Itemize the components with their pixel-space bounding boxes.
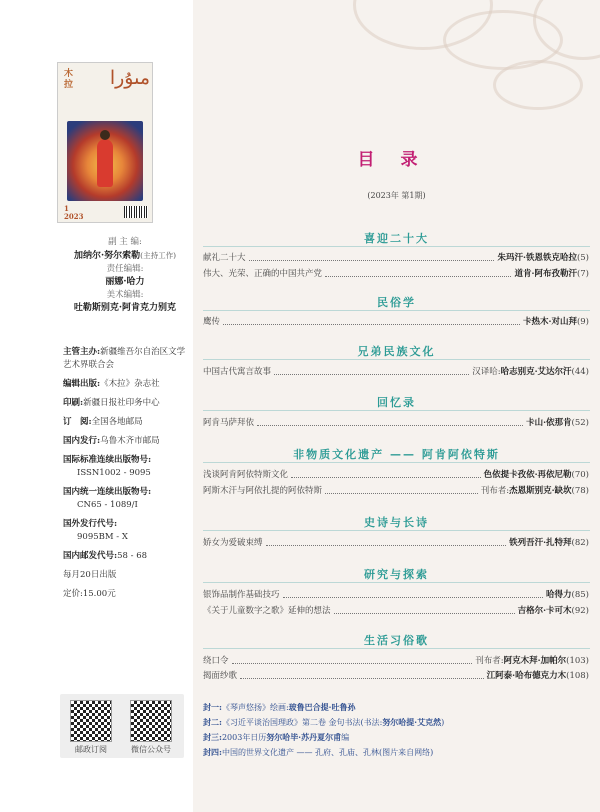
barcode-icon [124,206,148,218]
dot-leader [249,260,495,261]
editor-name: 丽娜·哈力 [105,277,145,287]
entry-page: (70) [571,470,589,480]
cover-credits [203,700,593,760]
toc-entry[interactable] [203,366,589,378]
entry-title: 揭面纱歌 [203,671,238,681]
imprint-info [63,346,187,607]
imprint-domestic-distribution: 国内发行:乌鲁木齐市邮局 [63,436,160,446]
entry-author-prefix: 汉译哈: [472,367,501,377]
section-divider [203,246,590,247]
imprint-printer: 印刷:新疆日报社印务中心 [63,398,160,408]
entry-title: 伟大、光荣、正确的中国共产党 [203,269,323,279]
toc-entry[interactable] [203,268,589,280]
entry-title: 《关于儿童数字之歌》延伸的想法 [203,606,331,616]
entry-title: 鹰传 [203,317,221,327]
section-divider [203,462,590,463]
entry-page: (82) [571,538,589,548]
dot-leader [334,613,515,614]
entry-author: 阿克木拜·加帕尔 [503,656,567,666]
dot-leader [325,276,511,277]
entry-page: (108) [566,671,589,681]
cover-issue [64,205,83,221]
entry-author: 哈志别克·艾达尔汗 [500,367,572,377]
dot-leader [232,663,473,664]
entry-author: 江阿泰·哈布德克力木 [486,671,567,681]
dot-leader [283,597,544,598]
dot-leader [240,678,484,679]
toc-entry[interactable] [203,655,589,667]
entry-title: 娇女为爱破束缚 [203,538,263,548]
section-divider [203,582,590,583]
toc-entry[interactable] [203,537,589,549]
entry-page: (103) [566,656,589,666]
section-heading: 兄弟民族文化 [357,345,436,358]
toc-entry[interactable] [203,589,589,601]
section-heading: 回忆录 [377,396,416,409]
entry-author: 卡山·依那肯 [526,418,572,428]
cover-masthead-ug: مىۇرا [109,67,150,89]
section-heading: 史诗与长诗 [364,516,429,529]
entry-page: (9) [576,317,589,327]
section-heading: 非物质文化遗产 —— 阿肯阿依特斯 [293,448,500,461]
entry-page: (44) [571,367,589,377]
imprint-issn: 国际标准连续出版物号: ISSN1002 - 9095 [63,455,152,478]
dot-leader [291,477,481,478]
toc-entry[interactable] [203,252,589,264]
toc-title: 目 录 [357,150,428,170]
imprint-cn: 国内统一连续出版物号: CN65 - 1089/I [63,487,152,510]
section-divider [203,410,590,411]
toc-entry[interactable] [203,670,589,682]
section-heading: 研究与探索 [364,568,429,581]
entry-author-prefix: 刊布者: [475,656,504,666]
cover-issue-number: 1 [64,204,69,213]
section-divider [203,648,590,649]
cover-note: 封四:中国的世界文化遗产 —— 孔府、孔庙、孔林(图片来自网络) [203,747,434,757]
toc-entry[interactable] [203,316,589,328]
entry-title: 绕口令 [203,656,229,666]
entry-page: (7) [576,269,589,279]
entry-author: 吉格尔·卡可木 [517,606,572,616]
entry-author-prefix: 刊布者: [480,486,510,496]
entry-title: 银饰品制作基础技巧 [203,590,280,600]
entry-author: 卡热木·对山拜 [522,317,577,327]
postal-subscription-qr-icon[interactable] [70,700,112,742]
cover-note: 封一:《琴声悠扬》绘画:玻鲁巴合提·吐鲁孙 [203,702,356,712]
entry-author: 道肯·阿布孜勒汗 [514,269,577,279]
entry-author: 杰恩斯别克·缺坎 [509,486,572,496]
cover-masthead-cn: 木拉 [64,69,74,90]
qr-codes [60,694,184,758]
magazine-cover-image [57,62,153,223]
section-heading: 喜迎二十大 [364,232,429,245]
deputy-editor-role: 副 主 编: [108,237,142,247]
deputy-editor-name: 加纳尔·努尔索勒(主持工作) [74,251,176,261]
cover-note: 封三:2003年日历努尔哈毕·苏丹夏尔甫编 [203,732,350,742]
entry-page: (78) [571,486,589,496]
toc-issue: (2023年 第1期) [367,191,426,200]
entry-page: (52) [571,418,589,428]
imprint-postal-code: 国内邮发代号:58 - 68 [63,551,148,561]
toc-entry[interactable] [203,605,589,617]
section-heading: 民俗学 [377,296,416,309]
entry-author: 色依提卡孜依·再依尼勒 [483,470,572,480]
toc-entry[interactable] [203,485,589,497]
cover-note: 封二:《习近平谈治国理政》第二卷 金句书法(书法:努尔哈提·艾克然) [203,717,445,727]
section-divider [203,530,590,531]
entry-title: 阿肯马萨拜依 [203,418,255,428]
entry-title: 浅谈阿肯阿依特斯文化 [203,470,289,480]
entry-title: 阿斯木汗与阿依扎提的阿依特斯 [203,486,323,496]
dot-leader [257,425,523,426]
entry-title: 中国古代寓言故事 [203,367,272,377]
art-editor-role: 美术编辑: [106,290,144,300]
postal-subscription-label: 邮政订阅 [75,745,107,754]
imprint-subscription: 订 阅:全国各地邮局 [63,417,143,427]
section-divider [203,359,590,360]
section-divider [203,310,590,311]
entry-page: (92) [571,606,589,616]
price: 定价:15.00元 [63,589,116,599]
dot-leader [274,374,469,375]
entry-author: 铁列吾汗·扎特拜 [509,538,572,548]
dot-leader [223,324,520,325]
editor-role: 责任编辑: [106,264,144,274]
imprint-publisher: 编辑出版:《木拉》杂志社 [63,379,160,389]
wechat-qr-icon[interactable] [130,700,172,742]
section-heading: 生活习俗歌 [364,634,429,647]
publish-schedule: 每月20日出版 [63,570,117,580]
cover-issue-year: 2023 [64,212,84,221]
imprint-sponsor: 主管主办:新疆维吾尔自治区文学艺术界联合会 [63,347,186,370]
art-editor-name: 吐勒斯别克·阿肯克力别克 [73,303,177,313]
cover-painting [67,121,143,201]
toc-entry[interactable] [203,417,589,429]
editorial-credits [63,236,187,315]
entry-author: 朱玛汗·铁恩铁克哈拉 [497,253,577,263]
wechat-label: 微信公众号 [131,745,171,754]
imprint-foreign-code: 国外发行代号: 9095BM - X [63,519,128,542]
entry-title: 献礼二十大 [203,253,246,263]
masthead-sidebar [0,0,193,812]
entry-author: 哈得力 [546,590,572,600]
entry-page: (85) [571,590,589,600]
entry-page: (5) [576,253,589,263]
dot-leader [266,545,507,546]
dot-leader [325,493,478,494]
toc-entry[interactable] [203,469,589,481]
